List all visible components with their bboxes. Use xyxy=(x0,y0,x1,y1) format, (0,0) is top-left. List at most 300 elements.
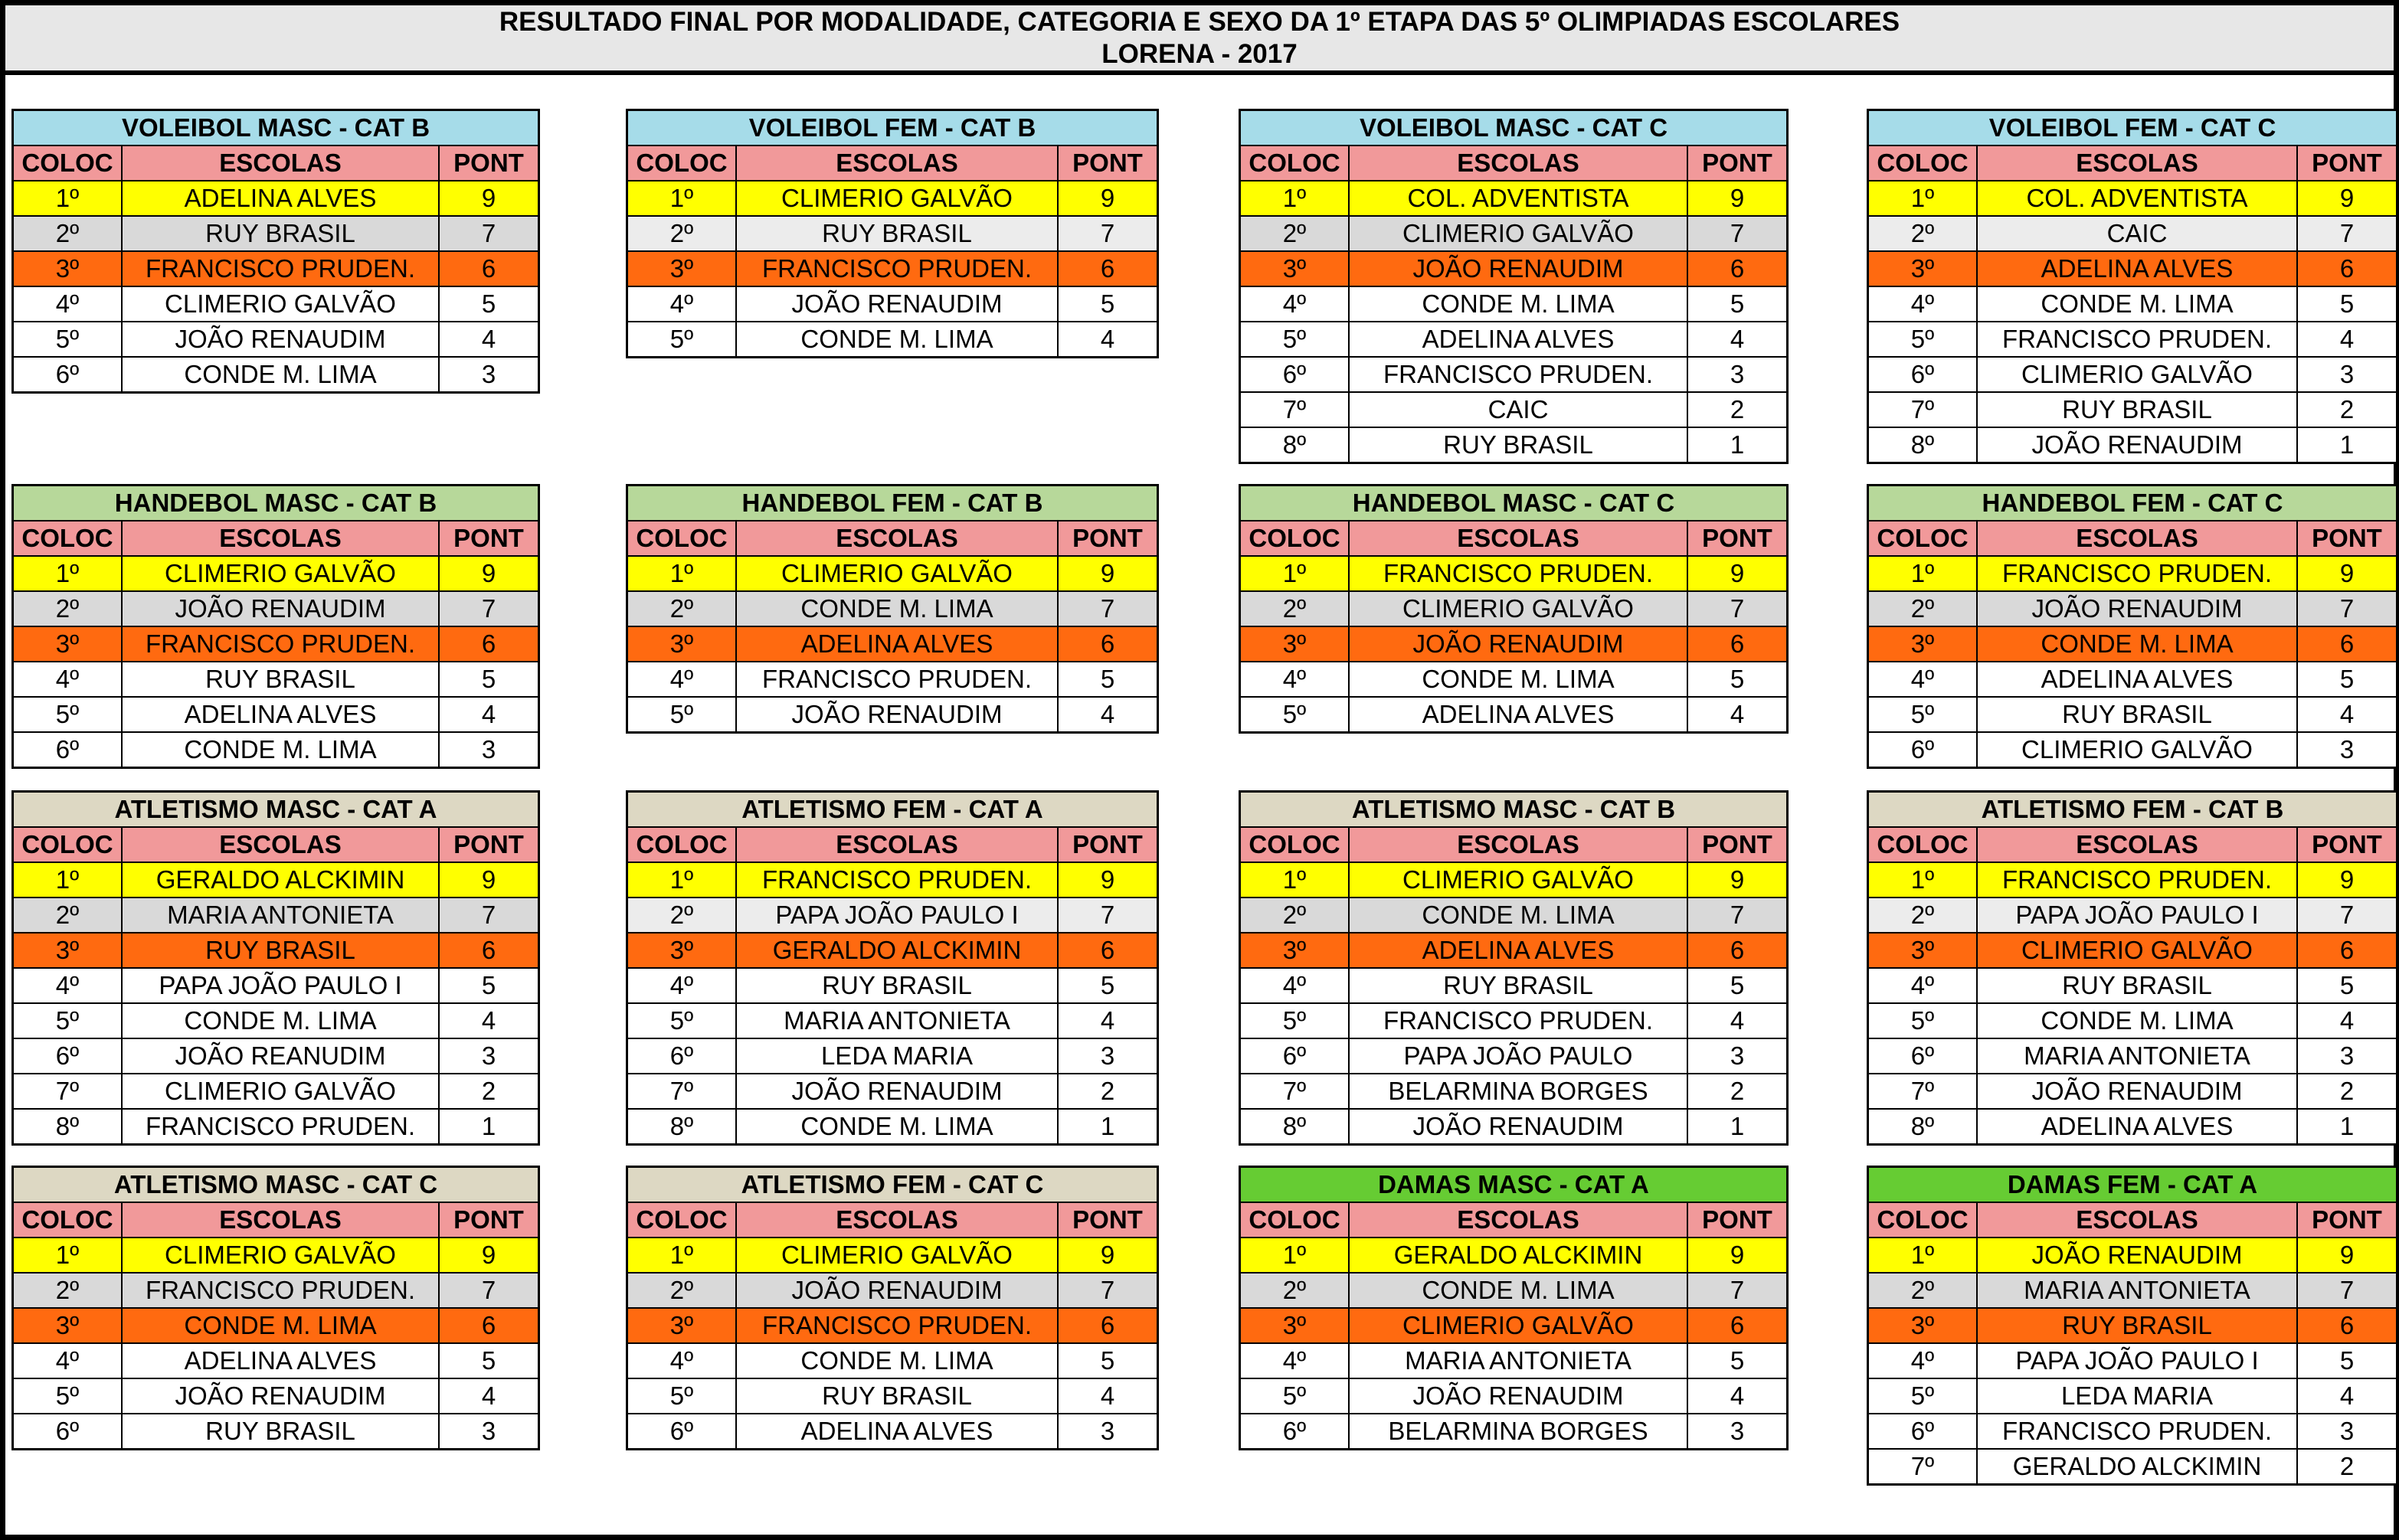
placement-cell: 7º xyxy=(628,1074,737,1108)
table-row xyxy=(1241,1238,1786,1274)
points-cell: 4 xyxy=(481,325,496,353)
points-cell: 1 xyxy=(2339,430,2355,459)
points-cell: 9 xyxy=(481,184,496,212)
column-header-escolas: ESCOLAS xyxy=(1978,828,2298,862)
school-cell: JOÃO RENAUDIM xyxy=(1978,428,2298,462)
school-cell: MARIA ANTONIETA xyxy=(1978,1274,2298,1307)
column-header-coloc: COLOC xyxy=(1869,1203,1978,1237)
table-row xyxy=(1241,1274,1786,1309)
table-row xyxy=(1241,217,1786,252)
school-cell: FRANCISCO PRUDEN. xyxy=(1978,863,2298,897)
column-header-coloc: COLOC xyxy=(628,522,737,555)
table-row xyxy=(1869,322,2396,358)
points-cell: 4 xyxy=(2339,1006,2355,1035)
points-cell: 6 xyxy=(1100,254,1115,283)
points-cell: 4 xyxy=(481,1381,496,1410)
report-subtitle: LORENA - 2017 xyxy=(1101,39,1298,69)
result-table xyxy=(1239,109,1789,464)
table-row xyxy=(1869,1039,2396,1074)
table-row xyxy=(1869,698,2396,733)
column-header-escolas: ESCOLAS xyxy=(737,522,1059,555)
placement-cell: 2º xyxy=(628,898,737,932)
table-row xyxy=(14,627,538,662)
placement-cell: 1º xyxy=(14,181,123,215)
table-row xyxy=(14,1039,538,1074)
placement-cell: 1º xyxy=(1241,181,1350,215)
placement-cell: 4º xyxy=(14,287,123,321)
table-row xyxy=(1241,393,1786,428)
table-row xyxy=(1241,627,1786,662)
table-row xyxy=(628,592,1157,627)
school-cell: FRANCISCO PRUDEN. xyxy=(123,1110,440,1143)
school-cell: FRANCISCO PRUDEN. xyxy=(737,662,1059,696)
points-cell: 4 xyxy=(1100,1381,1115,1410)
school-cell: CAIC xyxy=(1350,393,1688,427)
school-cell: FRANCISCO PRUDEN. xyxy=(1350,1004,1688,1038)
column-header-row xyxy=(14,828,538,863)
points-cell: 1 xyxy=(1730,430,1745,459)
school-cell: CLIMERIO GALVÃO xyxy=(1350,1309,1688,1342)
school-cell: ADELINA ALVES xyxy=(123,1344,440,1378)
column-header-pont: PONT xyxy=(1702,1205,1772,1234)
points-cell: 7 xyxy=(1100,901,1115,929)
placement-cell: 4º xyxy=(14,1344,123,1378)
placement-cell: 1º xyxy=(1241,863,1350,897)
points-cell: 1 xyxy=(481,1112,496,1140)
table-row xyxy=(1869,358,2396,393)
table-row xyxy=(1241,1074,1786,1110)
placement-cell: 6º xyxy=(1869,1039,1978,1073)
placement-cell: 1º xyxy=(1869,557,1978,590)
school-cell: RUY BRASIL xyxy=(123,662,440,696)
table-row xyxy=(1241,662,1786,698)
table-row xyxy=(1241,1110,1786,1143)
school-cell: MARIA ANTONIETA xyxy=(737,1004,1059,1038)
school-cell: JOÃO RENAUDIM xyxy=(1350,252,1688,286)
column-header-pont: PONT xyxy=(2312,1205,2382,1234)
table-row xyxy=(628,662,1157,698)
placement-cell: 1º xyxy=(1869,181,1978,215)
placement-cell: 1º xyxy=(1241,1238,1350,1272)
placement-cell: 4º xyxy=(628,1344,737,1378)
school-cell: JOÃO REANUDIM xyxy=(123,1039,440,1073)
table-row xyxy=(1241,181,1786,217)
points-cell: 7 xyxy=(2339,901,2355,929)
column-header-escolas: ESCOLAS xyxy=(737,146,1059,180)
school-cell: CLIMERIO GALVÃO xyxy=(1978,933,2298,967)
school-cell: JOÃO RENAUDIM xyxy=(1350,1379,1688,1413)
result-table xyxy=(1239,1166,1789,1450)
column-header-row xyxy=(628,146,1157,181)
column-header-row xyxy=(1869,828,2396,863)
table-row xyxy=(14,1344,538,1379)
table-row xyxy=(1869,1379,2396,1414)
table-row xyxy=(1869,557,2396,592)
table-row xyxy=(1869,1344,2396,1379)
placement-cell: 5º xyxy=(1241,698,1350,731)
result-table xyxy=(626,109,1159,358)
points-cell: 3 xyxy=(481,735,496,763)
school-cell: JOÃO RENAUDIM xyxy=(123,1379,440,1413)
table-row xyxy=(1241,1039,1786,1074)
points-cell: 9 xyxy=(481,1241,496,1269)
table-row xyxy=(14,1074,538,1110)
column-header-coloc: COLOC xyxy=(14,1203,123,1237)
table-row xyxy=(1241,969,1786,1004)
table-row xyxy=(14,287,538,322)
table-row xyxy=(14,252,538,287)
points-cell: 9 xyxy=(1730,865,1745,894)
result-table xyxy=(1867,109,2398,464)
school-cell: PAPA JOÃO PAULO I xyxy=(1978,1344,2298,1378)
table-row xyxy=(1241,698,1786,731)
table-row xyxy=(1241,358,1786,393)
points-cell: 4 xyxy=(2339,700,2355,728)
school-cell: CLIMERIO GALVÃO xyxy=(123,1238,440,1272)
placement-cell: 2º xyxy=(628,592,737,626)
table-row xyxy=(14,1238,538,1274)
column-header-coloc: COLOC xyxy=(14,522,123,555)
placement-cell: 5º xyxy=(14,698,123,731)
placement-cell: 2º xyxy=(14,898,123,932)
table-title: VOLEIBOL MASC - CAT B xyxy=(14,111,538,146)
points-cell: 7 xyxy=(2339,1276,2355,1304)
placement-cell: 2º xyxy=(14,217,123,250)
points-cell: 5 xyxy=(2339,289,2355,318)
table-row xyxy=(1869,252,2396,287)
points-cell: 2 xyxy=(1100,1077,1115,1105)
column-header-escolas: ESCOLAS xyxy=(1350,146,1688,180)
placement-cell: 3º xyxy=(628,1309,737,1342)
table-title: VOLEIBOL FEM - CAT C xyxy=(1869,111,2396,146)
column-header-pont: PONT xyxy=(453,1205,524,1234)
points-cell: 3 xyxy=(1100,1417,1115,1445)
school-cell: GERALDO ALCKIMIN xyxy=(1350,1238,1688,1272)
points-cell: 3 xyxy=(2339,1041,2355,1070)
table-row xyxy=(1869,217,2396,252)
column-header-escolas: ESCOLAS xyxy=(737,828,1059,862)
column-header-pont: PONT xyxy=(453,524,524,552)
table-row xyxy=(1869,287,2396,322)
table-row xyxy=(1869,1309,2396,1344)
points-cell: 7 xyxy=(2339,219,2355,247)
school-cell: JOÃO RENAUDIM xyxy=(737,1274,1059,1307)
column-header-escolas: ESCOLAS xyxy=(123,146,440,180)
placement-cell: 1º xyxy=(1869,863,1978,897)
placement-cell: 7º xyxy=(1869,1450,1978,1483)
points-cell: 3 xyxy=(2339,735,2355,763)
table-row xyxy=(1869,1004,2396,1039)
points-cell: 5 xyxy=(1730,1346,1745,1375)
table-row xyxy=(1869,969,2396,1004)
points-cell: 6 xyxy=(1100,936,1115,964)
points-cell: 7 xyxy=(1100,1276,1115,1304)
table-title: ATLETISMO MASC - CAT A xyxy=(14,793,538,828)
points-cell: 4 xyxy=(2339,1381,2355,1410)
column-header-escolas: ESCOLAS xyxy=(1978,1203,2298,1237)
school-cell: RUY BRASIL xyxy=(737,969,1059,1002)
placement-cell: 3º xyxy=(1241,1309,1350,1342)
placement-cell: 5º xyxy=(1869,698,1978,731)
points-cell: 4 xyxy=(481,1006,496,1035)
table-row xyxy=(1869,393,2396,428)
points-cell: 5 xyxy=(1100,665,1115,693)
result-table xyxy=(1239,484,1789,734)
school-cell: JOÃO RENAUDIM xyxy=(737,698,1059,731)
table-title: HANDEBOL MASC - CAT B xyxy=(14,486,538,522)
school-cell: JOÃO RENAUDIM xyxy=(1978,592,2298,626)
points-cell: 6 xyxy=(481,254,496,283)
table-row xyxy=(628,1414,1157,1448)
points-cell: 6 xyxy=(481,629,496,658)
table-row xyxy=(1241,322,1786,358)
points-cell: 9 xyxy=(2339,865,2355,894)
school-cell: FRANCISCO PRUDEN. xyxy=(123,627,440,661)
placement-cell: 5º xyxy=(628,322,737,356)
school-cell: ADELINA ALVES xyxy=(1350,698,1688,731)
points-cell: 4 xyxy=(1100,700,1115,728)
column-header-pont: PONT xyxy=(453,830,524,858)
points-cell: 5 xyxy=(481,971,496,999)
placement-cell: 5º xyxy=(628,1379,737,1413)
result-table xyxy=(626,1166,1159,1450)
placement-cell: 4º xyxy=(1241,1344,1350,1378)
table-row xyxy=(1869,863,2396,898)
points-cell: 7 xyxy=(481,901,496,929)
table-title: ATLETISMO MASC - CAT C xyxy=(14,1168,538,1203)
school-cell: PAPA JOÃO PAULO I xyxy=(737,898,1059,932)
table-row xyxy=(628,287,1157,322)
school-cell: ADELINA ALVES xyxy=(737,1414,1059,1448)
column-header-coloc: COLOC xyxy=(1241,146,1350,180)
table-row xyxy=(1241,428,1786,462)
school-cell: CLIMERIO GALVÃO xyxy=(737,557,1059,590)
report-title: RESULTADO FINAL POR MODALIDADE, CATEGORIA E SEXO DA 1º ETAPA DAS 5º OLIMPIADAS ESCOLARES xyxy=(499,7,1900,37)
table-row xyxy=(628,1238,1157,1274)
points-cell: 5 xyxy=(1100,971,1115,999)
points-cell: 9 xyxy=(2339,184,2355,212)
table-row xyxy=(14,1379,538,1414)
school-cell: CONDE M. LIMA xyxy=(737,322,1059,356)
table-row xyxy=(14,1004,538,1039)
school-cell: RUY BRASIL xyxy=(123,217,440,250)
school-cell: ADELINA ALVES xyxy=(1350,933,1688,967)
placement-cell: 6º xyxy=(14,1039,123,1073)
table-title: DAMAS FEM - CAT A xyxy=(1869,1168,2396,1203)
column-header-row xyxy=(14,1203,538,1238)
table-row xyxy=(14,733,538,767)
table-row xyxy=(1241,557,1786,592)
placement-cell: 4º xyxy=(628,969,737,1002)
points-cell: 5 xyxy=(1100,289,1115,318)
placement-cell: 4º xyxy=(1869,1344,1978,1378)
column-header-row xyxy=(1241,522,1786,557)
school-cell: LEDA MARIA xyxy=(1978,1379,2298,1413)
school-cell: FRANCISCO PRUDEN. xyxy=(737,863,1059,897)
placement-cell: 2º xyxy=(628,217,737,250)
school-cell: MARIA ANTONIETA xyxy=(1978,1039,2298,1073)
school-cell: MARIA ANTONIETA xyxy=(123,898,440,932)
column-header-coloc: COLOC xyxy=(1869,522,1978,555)
points-cell: 7 xyxy=(481,1276,496,1304)
school-cell: CONDE M. LIMA xyxy=(123,358,440,391)
column-header-pont: PONT xyxy=(1702,524,1772,552)
points-cell: 5 xyxy=(1730,289,1745,318)
placement-cell: 1º xyxy=(628,863,737,897)
placement-cell: 1º xyxy=(14,1238,123,1272)
school-cell: CONDE M. LIMA xyxy=(123,1004,440,1038)
column-header-pont: PONT xyxy=(1072,524,1143,552)
placement-cell: 8º xyxy=(628,1110,737,1143)
column-header-coloc: COLOC xyxy=(628,1203,737,1237)
table-row xyxy=(1241,592,1786,627)
school-cell: CLIMERIO GALVÃO xyxy=(1978,733,2298,767)
points-cell: 7 xyxy=(1730,219,1745,247)
school-cell: CONDE M. LIMA xyxy=(123,733,440,767)
points-cell: 4 xyxy=(1730,1381,1745,1410)
placement-cell: 4º xyxy=(1241,287,1350,321)
school-cell: COL. ADVENTISTA xyxy=(1350,181,1688,215)
points-cell: 9 xyxy=(481,865,496,894)
school-cell: CLIMERIO GALVÃO xyxy=(1350,863,1688,897)
table-row xyxy=(628,1110,1157,1143)
school-cell: ADELINA ALVES xyxy=(1350,322,1688,356)
column-header-coloc: COLOC xyxy=(628,828,737,862)
table-row xyxy=(1869,592,2396,627)
school-cell: CLIMERIO GALVÃO xyxy=(123,287,440,321)
placement-cell: 2º xyxy=(1241,898,1350,932)
result-table xyxy=(11,790,540,1146)
school-cell: ADELINA ALVES xyxy=(1978,662,2298,696)
points-cell: 6 xyxy=(1730,254,1745,283)
table-row xyxy=(628,1379,1157,1414)
school-cell: CONDE M. LIMA xyxy=(1350,1274,1688,1307)
placement-cell: 7º xyxy=(1869,1074,1978,1108)
table-row xyxy=(14,592,538,627)
points-cell: 9 xyxy=(2339,1241,2355,1269)
points-cell: 4 xyxy=(1730,700,1745,728)
school-cell: FRANCISCO PRUDEN. xyxy=(1350,358,1688,391)
column-header-coloc: COLOC xyxy=(14,146,123,180)
points-cell: 4 xyxy=(2339,325,2355,353)
column-header-escolas: ESCOLAS xyxy=(123,1203,440,1237)
column-header-coloc: COLOC xyxy=(1241,828,1350,862)
placement-cell: 5º xyxy=(1869,1004,1978,1038)
column-header-pont: PONT xyxy=(2312,524,2382,552)
points-cell: 6 xyxy=(1730,1311,1745,1339)
table-title: HANDEBOL FEM - CAT C xyxy=(1869,486,2396,522)
table-row xyxy=(1869,1110,2396,1143)
placement-cell: 1º xyxy=(1241,557,1350,590)
table-row xyxy=(628,863,1157,898)
table-row xyxy=(14,969,538,1004)
placement-cell: 3º xyxy=(628,252,737,286)
table-title: VOLEIBOL MASC - CAT C xyxy=(1241,111,1786,146)
school-cell: JOÃO RENAUDIM xyxy=(1978,1238,2298,1272)
column-header-row xyxy=(628,828,1157,863)
placement-cell: 3º xyxy=(1869,1309,1978,1342)
placement-cell: 6º xyxy=(1241,358,1350,391)
table-row xyxy=(1869,933,2396,969)
placement-cell: 4º xyxy=(1241,662,1350,696)
placement-cell: 5º xyxy=(1869,322,1978,356)
school-cell: MARIA ANTONIETA xyxy=(1350,1344,1688,1378)
table-row xyxy=(1869,733,2396,767)
placement-cell: 6º xyxy=(14,733,123,767)
table-title: HANDEBOL FEM - CAT B xyxy=(628,486,1157,522)
result-table xyxy=(11,1166,540,1450)
placement-cell: 4º xyxy=(14,969,123,1002)
points-cell: 2 xyxy=(2339,1077,2355,1105)
table-title: ATLETISMO MASC - CAT B xyxy=(1241,793,1786,828)
placement-cell: 5º xyxy=(14,1004,123,1038)
points-cell: 2 xyxy=(481,1077,496,1105)
placement-cell: 4º xyxy=(1869,662,1978,696)
placement-cell: 4º xyxy=(1869,969,1978,1002)
placement-cell: 1º xyxy=(628,1238,737,1272)
column-header-row xyxy=(1869,1203,2396,1238)
placement-cell: 2º xyxy=(1241,217,1350,250)
points-cell: 5 xyxy=(1100,1346,1115,1375)
school-cell: CLIMERIO GALVÃO xyxy=(737,1238,1059,1272)
placement-cell: 1º xyxy=(14,863,123,897)
table-row xyxy=(14,1110,538,1143)
school-cell: FRANCISCO PRUDEN. xyxy=(123,252,440,286)
placement-cell: 6º xyxy=(1241,1414,1350,1448)
school-cell: RUY BRASIL xyxy=(1978,1309,2298,1342)
placement-cell: 6º xyxy=(1241,1039,1350,1073)
table-row xyxy=(628,898,1157,933)
school-cell: CLIMERIO GALVÃO xyxy=(1978,358,2298,391)
result-table xyxy=(626,790,1159,1146)
points-cell: 3 xyxy=(1730,1417,1745,1445)
school-cell: JOÃO RENAUDIM xyxy=(1350,1110,1688,1143)
school-cell: GERALDO ALCKIMIN xyxy=(737,933,1059,967)
school-cell: BELARMINA BORGES xyxy=(1350,1414,1688,1448)
placement-cell: 3º xyxy=(1869,933,1978,967)
column-header-escolas: ESCOLAS xyxy=(123,522,440,555)
placement-cell: 2º xyxy=(14,592,123,626)
table-row xyxy=(628,1074,1157,1110)
placement-cell: 8º xyxy=(1869,428,1978,462)
placement-cell: 5º xyxy=(1241,322,1350,356)
school-cell: CLIMERIO GALVÃO xyxy=(123,1074,440,1108)
school-cell: FRANCISCO PRUDEN. xyxy=(123,1274,440,1307)
school-cell: CONDE M. LIMA xyxy=(1978,1004,2298,1038)
placement-cell: 3º xyxy=(14,1309,123,1342)
points-cell: 9 xyxy=(1100,184,1115,212)
placement-cell: 5º xyxy=(1241,1379,1350,1413)
placement-cell: 3º xyxy=(1241,627,1350,661)
placement-cell: 2º xyxy=(1869,217,1978,250)
table-row xyxy=(628,252,1157,287)
points-cell: 5 xyxy=(481,289,496,318)
table-title: DAMAS MASC - CAT A xyxy=(1241,1168,1786,1203)
placement-cell: 1º xyxy=(14,557,123,590)
table-row xyxy=(14,217,538,252)
column-header-escolas: ESCOLAS xyxy=(123,828,440,862)
table-row xyxy=(1241,1309,1786,1344)
column-header-row xyxy=(1241,828,1786,863)
placement-cell: 1º xyxy=(1869,1238,1978,1272)
school-cell: RUY BRASIL xyxy=(123,933,440,967)
points-cell: 7 xyxy=(481,594,496,623)
school-cell: CONDE M. LIMA xyxy=(1350,662,1688,696)
points-cell: 9 xyxy=(1730,559,1745,587)
result-table xyxy=(1867,484,2398,769)
placement-cell: 2º xyxy=(1869,1274,1978,1307)
school-cell: FRANCISCO PRUDEN. xyxy=(1978,322,2298,356)
